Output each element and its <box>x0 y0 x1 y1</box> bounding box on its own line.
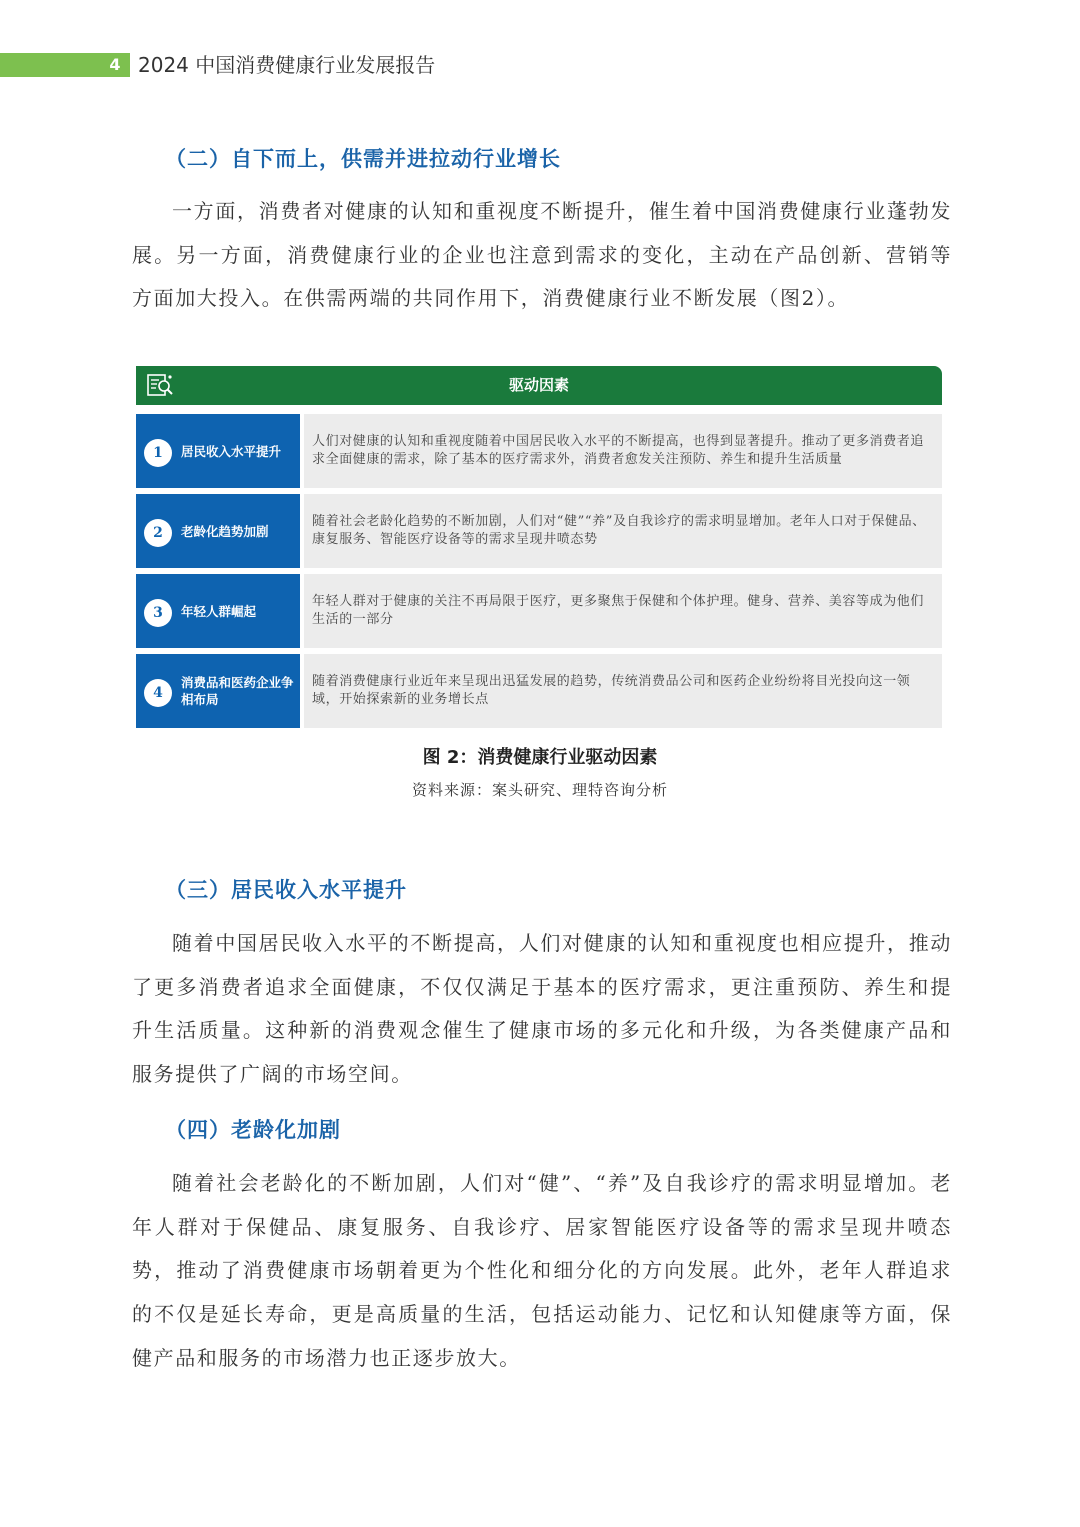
driver-description-box <box>304 414 942 488</box>
driver-number: 4 <box>144 679 172 707</box>
driver-row <box>136 494 942 568</box>
driver-label-box <box>136 574 300 648</box>
driver-description: 随着社会老龄化趋势的不断加剧，人们对“健”“养”及自我诊疗的需求明显增加。老年人口对于保健品、康复服务、智能医疗设备等的需求呈现井喷态势 <box>312 513 926 547</box>
driver-label: 老龄化趋势加剧 <box>181 523 269 539</box>
drivers-figure <box>136 366 942 707</box>
driver-description: 人们对健康的认知和重视度随着中国居民收入水平的不断提高，也得到显著提升。推动了更多消费者追求全面健康的需求，除了基本的医疗需求外，消费者愈发关注预防、养生和提升生活质量 <box>312 433 925 467</box>
driver-description-box <box>304 574 942 648</box>
figure-header <box>136 366 942 405</box>
driver-label-box <box>136 494 300 568</box>
driver-description-box <box>304 494 942 568</box>
section3-heading: （三）居民收入水平提升 <box>165 877 407 902</box>
driver-number: 2 <box>144 519 172 547</box>
figure-source: 资料来源：案头研究、理特咨询分析 <box>411 781 668 799</box>
driver-description: 随着消费健康行业近年来呈现出迅猛发展的趋势，传统消费品公司和医药企业纷纷将目光投向这一领域，开始探索新的业务增长点 <box>312 673 911 707</box>
driver-label-box <box>136 414 300 488</box>
driver-description: 年轻人群对于健康的关注不再局限于医疗，更多聚焦于保健和个体护理。健身、营养、美容等成为他们生活的一部分 <box>312 593 925 627</box>
driver-row <box>136 654 942 728</box>
driver-label: 年轻人群崛起 <box>181 603 257 619</box>
section4-heading: （四）老龄化加剧 <box>165 1117 341 1142</box>
page-number: 4 <box>109 55 121 74</box>
driver-label: 居民收入水平提升 <box>181 443 282 459</box>
section2-heading: （二）自下而上，供需并进拉动行业增长 <box>165 146 561 171</box>
driver-number: 1 <box>144 439 172 467</box>
figure-caption: 图 2：消费健康行业驱动因素 <box>422 747 658 768</box>
section2-paragraph: 一方面，消费者对健康的认知和重视度不断提升，催生着中国消费健康行业蓬勃发展。另一方面，消费健康行业的企业也注意到需求的变化，主动在产品创新、营销等方面加大投入。在供需两端的共同作用下，消费健康行业不断发展（图2）。 <box>132 199 952 311</box>
driver-label: 消费品和医药企业争相布局 <box>181 675 294 707</box>
figure-header-title: 驱动因素 <box>508 376 569 394</box>
section3-paragraph: 随着中国居民收入水平的不断提高，人们对健康的认知和重视度也相应提升，推动了更多消费者追求全面健康，不仅仅满足于基本的医疗需求，更注重预防、养生和提升生活质量。这种新的消费观念催生了健康市场的多元化和升级，为各类健康产品和服务提供了广阔的市场空间。 <box>132 931 952 1087</box>
driver-row <box>136 574 942 648</box>
driver-description-box <box>304 654 942 728</box>
driver-label-box <box>136 654 300 728</box>
report-title: 2024 中国消费健康行业发展报告 <box>138 53 436 77</box>
driver-number: 3 <box>144 599 172 627</box>
section4-paragraph: 随着社会老龄化的不断加剧，人们对“健”、“养”及自我诊疗的需求明显增加。老年人群对于保健品、康复服务、自我诊疗、居家智能医疗设备等的需求呈现井喷态势，推动了消费健康市场朝着更为个性化和细分化的方向发展。此外，老年人群追求的不仅是延长寿命，更是高质量的生活，包括运动能力、记忆和认知健康等方面，保健产品和服务的市场潜力也正逐步放大。 <box>132 1171 952 1370</box>
driver-row <box>136 414 942 488</box>
